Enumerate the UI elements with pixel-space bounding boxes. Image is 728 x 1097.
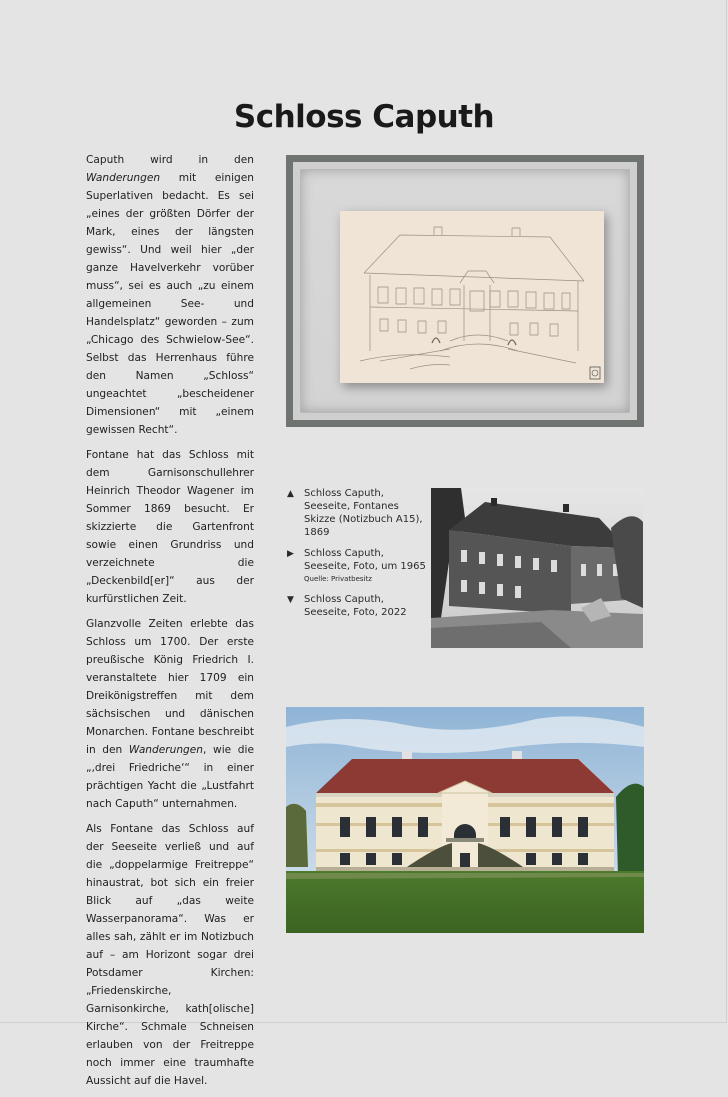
paragraph-3-part-a: Glanzvolle Zeiten erlebte das Schloss um 1700. Der erste preußische König Friedrich I. veranstaltete hier 1709 ein Dreikönigstreffen mit dem sächsischen und dänischen Monarchen. Fontane beschreibt in den <box>86 618 254 756</box>
sketch-frame <box>286 155 644 427</box>
castle-photo-2022 <box>286 707 644 933</box>
body-text-column <box>86 151 254 1097</box>
caption-photo-2022 <box>287 593 427 619</box>
arrow-down-icon: ▼ <box>287 595 294 605</box>
page-title: Schloss Caputh <box>233 98 495 135</box>
caption-text: Schloss Caputh, Seeseite, Fontanes Skizze (Notizbuch A15), 1869 <box>304 488 423 538</box>
castle-photo-1965 <box>431 488 643 648</box>
paragraph-2: Fontane hat das Schloss mit dem Garnisonschullehrer Heinrich Theodor Wagener im Sommer 1869 besucht. Er skizzierte die Gartenfront sowie einen Grundriss und verzeichnete die „Deckenbild[er]“ aus der kurfürstlichen Zeit. <box>86 449 254 605</box>
paragraph-1 <box>86 151 254 439</box>
fontane-sketch-image <box>340 211 604 383</box>
caption-source: Quelle: Privatbesitz <box>304 575 372 583</box>
paragraph-1-part-a: Caputh wird in den <box>86 154 254 166</box>
paragraph-1-part-b: mit einigen Superlativen bedacht. Es sei „eines der größten Dörfer der Mark, eines der längsten gewiss“. Und weil hier „der ganze Havelverkehr vorüber muss“, sei es auch „zu einem allgemeinen See- und Handelsplatz“ geworden – zum „Chicago des Schwielow-See“. Selbst das Herrenhaus führe den Namen „Schloss“ ungeachtet „bescheidener Dimensionen“ mit „einem gewissen Recht“. <box>86 172 254 436</box>
arrow-up-icon: ▲ <box>287 489 294 499</box>
caption-sketch <box>287 487 427 539</box>
image-captions <box>287 487 427 627</box>
caption-text: Schloss Caputh, Seeseite, Foto, um 1965 <box>304 548 426 572</box>
caption-photo-1965 <box>287 547 427 585</box>
caption-text: Schloss Caputh, Seeseite, Foto, 2022 <box>304 594 407 618</box>
paragraph-3 <box>86 615 254 813</box>
paragraph-1-emphasis: Wanderungen <box>86 172 161 184</box>
paragraph-3-emphasis: Wanderungen <box>128 744 204 756</box>
arrow-right-icon: ▶ <box>287 549 294 559</box>
sketch-mat <box>300 169 630 413</box>
paragraph-4: Als Fontane das Schloss auf der Seeseite verließ und auf die „doppelarmige Freitreppe“ hinaustrat, bot sich ein freier Blick auf „das weite Wasserpanorama“. Was er alles sah, zählt er im Notizbuch auf – am Horizont sogar drei Potsdamer Kirchen: „Friedenskirche, Garnisonkirche, kath[olische] Kirche“. Schmale Schneisen erlauben von der Freitreppe noch immer eine traumhafte Aussicht auf die Havel. <box>86 823 254 1087</box>
paragraph-3-part-b: , wie die „‚drei Friedriche‘“ in einer prächtigen Yacht die „Lustfahrt nach Caputh“ unternahmen. <box>86 744 254 810</box>
